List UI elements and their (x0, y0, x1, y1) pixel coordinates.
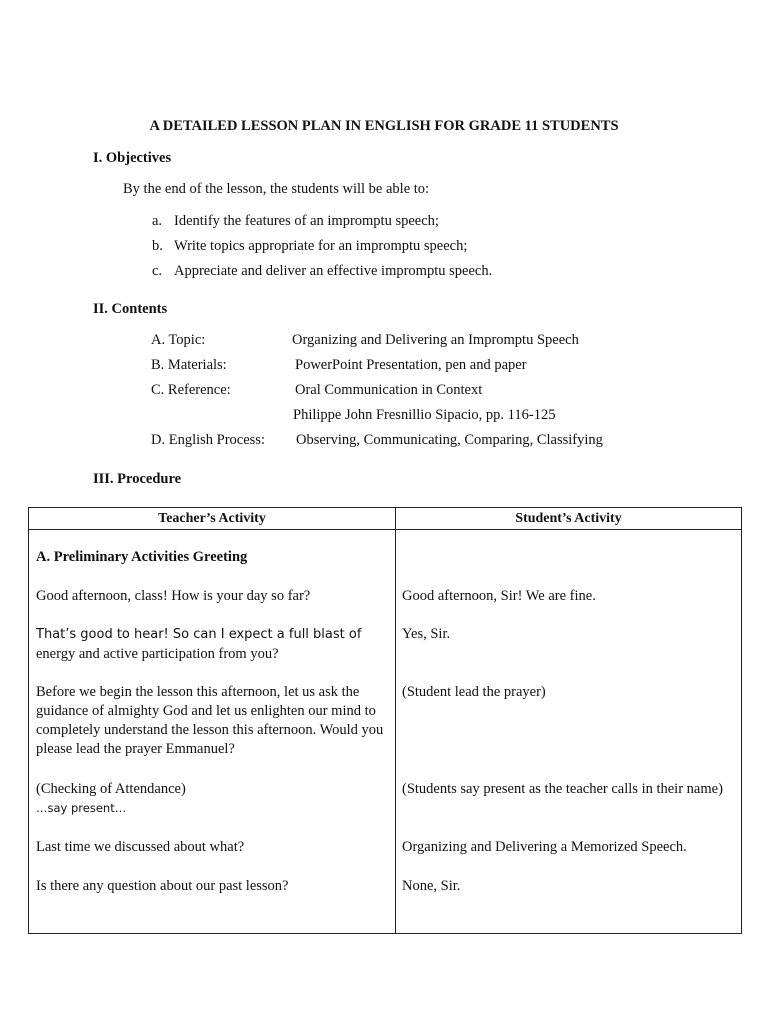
objective-text: Write topics appropriate for an impromptu speech; (174, 238, 468, 254)
objective-text: Identify the features of an impromptu speech; (174, 213, 439, 229)
teacher-cell-continued: …say present… (36, 801, 127, 815)
objective-letter: a. (152, 213, 163, 229)
teacher-activity-header: Teacher’s Activity (158, 511, 266, 526)
teacher-cell: Good afternoon, class! How is your day so far? (36, 588, 311, 604)
objective-text: Appreciate and deliver an effective impromptu speech. (174, 263, 493, 279)
objective-item (152, 238, 467, 255)
objectives-intro: By the end of the lesson, the students will be able to: (123, 181, 430, 197)
student-cell: (Student lead the prayer) (402, 684, 546, 700)
student-cell: Yes, Sir. (402, 626, 451, 642)
objective-item (152, 263, 492, 280)
teacher-cell: Is there any question about our past lesson? (36, 878, 289, 894)
contents-value: Philippe John Fresnillio Sipacio, pp. 116-125 (293, 407, 556, 423)
teacher-cell: Before we begin the lesson this afternoon, let us ask the guidance of almighty God and let us enlighten our mind to completely understand the lesson this afternoon. Would you please lead the prayer Emmanuel? (36, 684, 384, 757)
student-activity-header: Student’s Activity (515, 511, 622, 526)
header-divider (29, 529, 741, 530)
student-cell: None, Sir. (402, 878, 461, 894)
student-cell: (Students say present as the teacher calls in their name) (402, 781, 723, 797)
contents-label: B. Materials: (151, 357, 227, 373)
teacher-cell: Last time we discussed about what? (36, 839, 245, 855)
contents-label: D. English Process: (151, 432, 265, 448)
contents-value: PowerPoint Presentation, pen and paper (295, 357, 527, 373)
teacher-cell-continued: energy and active participation from you? (36, 646, 279, 662)
teacher-cell: (Checking of Attendance) (36, 781, 186, 797)
contents-value: Observing, Communicating, Comparing, Classifying (296, 432, 603, 448)
contents-value: Organizing and Delivering an Impromptu Speech (292, 332, 579, 348)
objective-letter: c. (152, 263, 163, 279)
section-title: A. Preliminary Activities Greeting (36, 549, 248, 565)
procedure-table (28, 507, 742, 934)
contents-label: A. Topic: (151, 332, 206, 348)
student-cell: Good afternoon, Sir! We are fine. (402, 588, 596, 604)
objective-letter: b. (152, 238, 163, 254)
contents-label: C. Reference: (151, 382, 231, 398)
contents-heading: II. Contents (93, 301, 168, 317)
document-title: A DETAILED LESSON PLAN IN ENGLISH FOR GRADE 11 STUDENTS (149, 118, 619, 134)
procedure-heading: III. Procedure (93, 471, 182, 487)
student-cell: Organizing and Delivering a Memorized Speech. (402, 839, 687, 855)
objectives-heading: I. Objectives (93, 150, 172, 166)
teacher-cell: That’s good to hear! So can I expect a full blast of (36, 627, 362, 642)
objective-item (152, 213, 439, 230)
column-divider (395, 508, 396, 933)
contents-value: Oral Communication in Context (295, 382, 483, 398)
